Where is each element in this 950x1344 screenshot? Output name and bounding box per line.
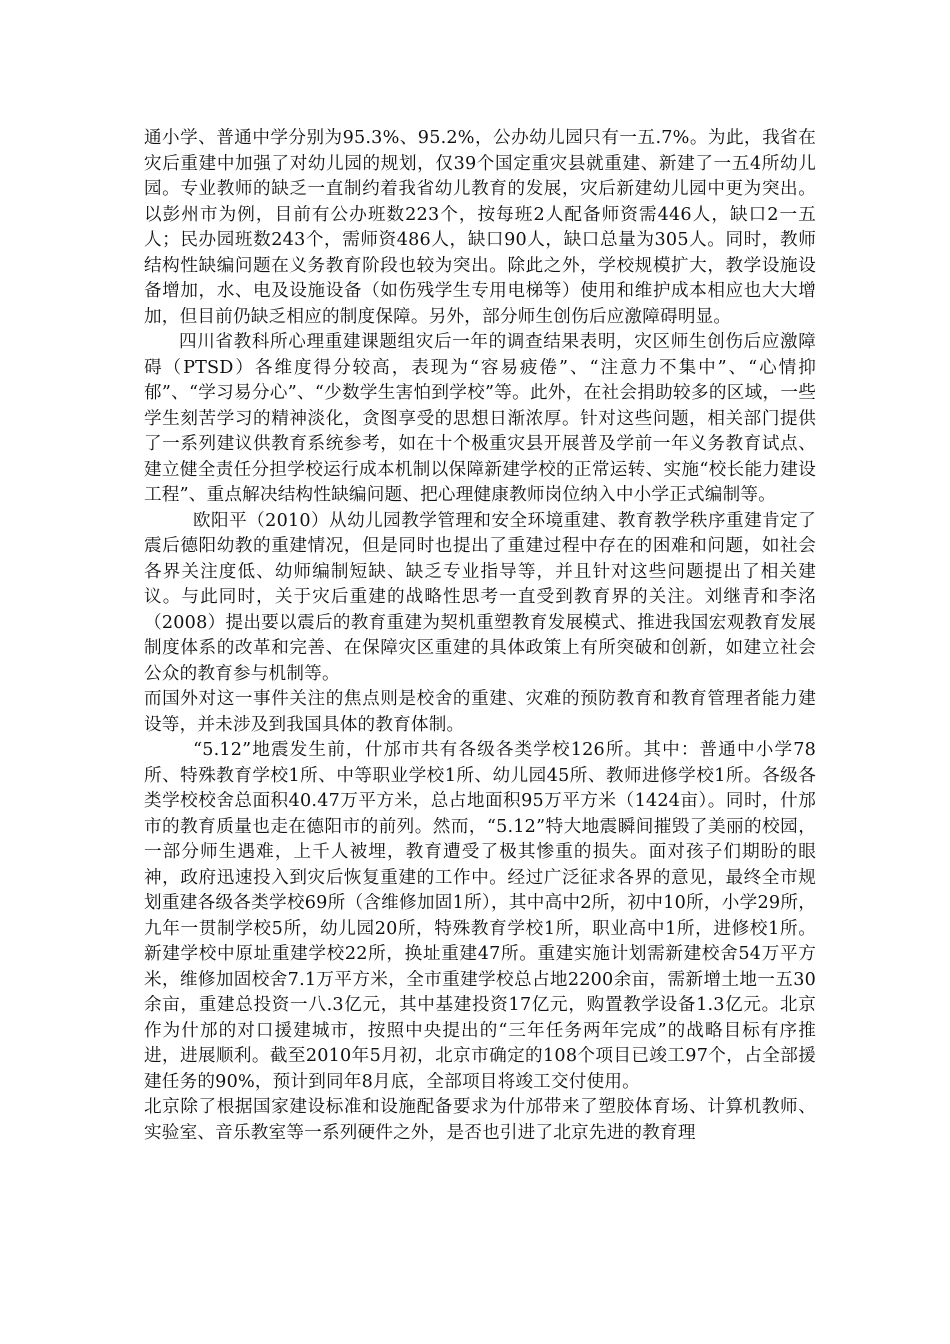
paragraph-ouyang-ping: 欧阳平（2010）从幼儿园教学管理和安全环境重建、教育教学秩序重建肯定了震后德阳幼教的重建情况，但是同时也提出了重建过程中存在的困难和问题，如社会各界关注度低、幼师编制短缺、缺乏专业指导等，并且针对这些问题提出了相关建议。与此同时，关于灾后重建的战略性思考一直受到教育界的关注。刘继青和李洺（2008）提出要以震后的教育重建为契机重塑教育发展模式、推进我国宏观教育发展制度体系的改革和完善、在保障灾区重建的具体政策上有所突破和创新，如建立社会公众的教育参与机制等。 (144, 510, 816, 684)
paragraph-ptsd-survey: 四川省教科所心理重建课题组灾后一年的调查结果表明，灾区师生创伤后应激障碍（PTSD）各维度得分较高，表现为“容易疲倦”、“注意力不集中”、“心情抑郁”、“学习易分心”、“少数学生害怕到学校”等。此外，在社会捐助较多的区域，一些学生刻苦学习的精神淡化，贪图享受的思想日渐浓厚。针对这些问题，相关部门提供了一系列建议供教育系统参考，如在十个极重灾县开展普及学前一年义务教育试点、建立健全责任分担学校运行成本机制以保障新建学校的正常运转、实施“校长能力建设工程”、重点解决结构性缺编问题、把心理健康教师岗位纳入中小学正式编制等。 (144, 332, 816, 505)
paragraph-shifang-schools: “5.12”地震发生前，什邡市共有各级各类学校126所。其中：普通中小学78所、特殊教育学校1所、中等职业学校1所、幼儿园45所、教师进修学校1所。各级各类学校校舍总面积40.47万平方米，总占地面积95万平方米（1424亩）。同时，什邡市的教育质量也走在德阳市的前列。然而，“5.12”特大地震瞬间摧毁了美丽的校园，一部分师生遇难，上千人被埋，教育遭受了极其惨重的损失。面对孩子们期盼的眼神，政府迅速投入到灾后恢复重建的工作中。经过广泛征求各界的意见，最终全市规划重建各级各类学校69所（含维修加固1所），其中高中2所，初中10所，小学29所，九年一贯制学校5所，幼儿园20所，特殊教育学校1所，职业高中1所，进修校1所。新建学校中原址重建学校22所，换址重建47所。重建实施计划需新建校舍54万平方米，维修加固校舍7.1万平方米，全市重建学校总占地2200余亩，需新增土地一五30余亩，重建总投资一八.3亿元，其中基建投资17亿元，购置教学设备1.3亿元。北京作为什邡的对口援建城市，按照中央提出的“三年任务两年完成”的战略目标有序推进，进展顺利。截至2010年5月初，北京市确定的108个项目已竣工97个，占全部援建任务的90%，预计到同年8月底，全部项目将竣工交付使用。 (144, 740, 816, 1092)
paragraph-preschool-shortage: 通小学、普通中学分别为95.3%、95.2%，公办幼儿园只有一五.7%。为此，我省在灾后重建中加强了对幼儿园的规划，仅39个国定重灾县就重建、新建了一五4所幼儿园。专业教师的缺乏一直制约着我省幼儿教育的发展，灾后新建幼儿园中更为突出。以彭州市为例，目前有公办班数223个，按每班2人配备师资需446人，缺口2一五人；民办园班数243个，需师资486人，缺口90人，缺口总量为305人。同时，教师结构性缺编问题在义务教育阶段也较为突出。除此之外，学校规模扩大，教学设施设备增加，水、电及设施设备（如伤残学生专用电梯等）使用和维护成本相应也大大增加，但目前仍缺乏相应的制度保障。另外，部分师生创伤后应激障碍明显。 (144, 128, 816, 327)
paragraph-foreign-focus: 而国外对这一事件关注的焦点则是校舍的重建、灾难的预防教育和教育管理者能力建设等，并未涉及到我国具体的教育体制。 (144, 689, 816, 735)
paragraph-beijing-aid: 北京除了根据国家建设标准和设施配备要求为什邡带来了塑胶体育场、计算机教师、实验室、音乐教室等一系列硬件之外，是否也引进了北京先进的教育理 (144, 1097, 816, 1143)
document-body (144, 126, 816, 1146)
